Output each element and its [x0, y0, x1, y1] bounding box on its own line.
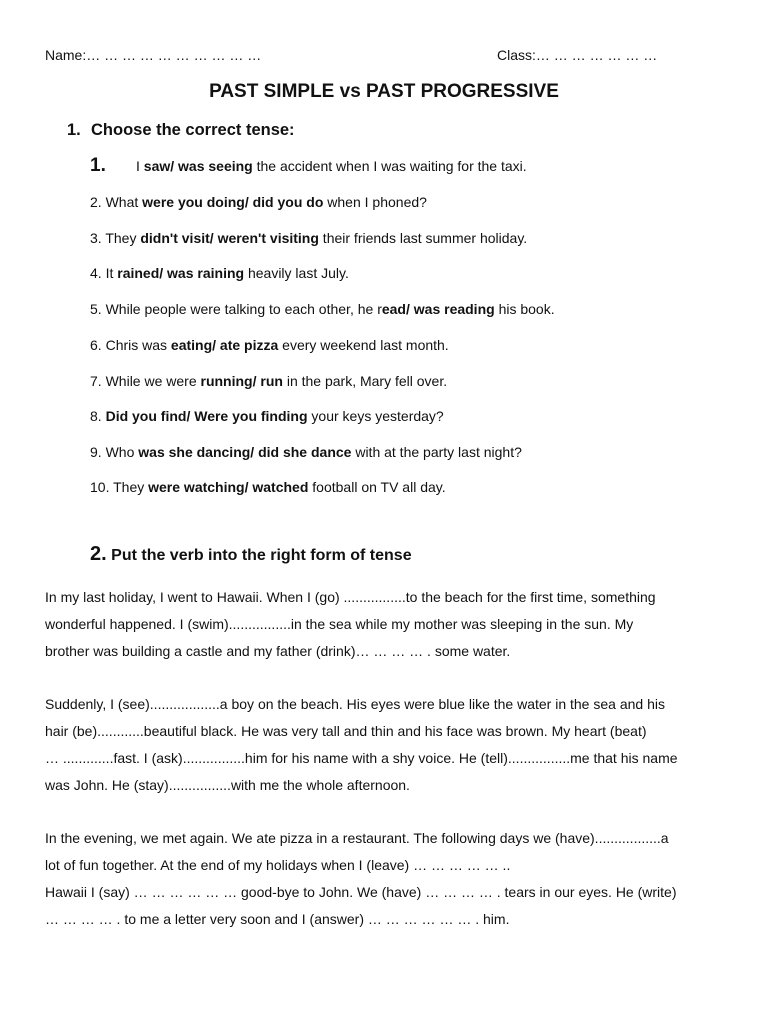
question-post-text: in the park, Mary fell over. — [282, 373, 448, 389]
question-post-text: your keys yesterday? — [307, 408, 444, 424]
question-options: ead/ was reading — [381, 301, 495, 317]
paragraph-line: wonderful happened. I (swim)................in the sea while my mother was sleeping in the sun. My — [45, 616, 634, 632]
question-number: 7. — [90, 373, 102, 389]
question-number: 6. — [90, 337, 102, 353]
question-number: 9. — [90, 444, 102, 460]
question-post-text: the accident when I was waiting for the taxi. — [252, 158, 527, 174]
question-number: 1. — [90, 155, 106, 176]
question-post-text: their friends last summer holiday. — [318, 230, 528, 246]
class-field-label: Class:… … … … … … … — [497, 47, 658, 63]
question-options: rained/ was raining — [117, 265, 245, 281]
question-pre-text: I — [136, 158, 144, 174]
question-options: didn't visit/ weren't visiting — [140, 230, 319, 246]
question-post-text: football on TV all day. — [308, 479, 446, 495]
paragraph-line: Suddenly, I (see)..................a boy on the beach. His eyes were blue like the water in the sea and his — [45, 696, 665, 712]
question-options: was she dancing/ did she dance — [138, 444, 352, 460]
question-number: 4. — [90, 265, 102, 281]
question-10 — [90, 479, 446, 495]
question-options: were you doing/ did you do — [142, 194, 324, 210]
question-5 — [90, 301, 555, 317]
question-pre-text: Chris was — [101, 337, 171, 353]
question-9 — [90, 444, 522, 460]
question-options: saw/ was seeing — [143, 158, 253, 174]
question-post-text: heavily last July. — [244, 265, 349, 281]
question-pre-text: What — [101, 194, 143, 210]
section2-heading — [90, 543, 412, 566]
paragraph-line: brother was building a castle and my father (drink)… … … … . some water. — [45, 643, 511, 659]
paragraph-line: hair (be)............beautiful black. He was very tall and thin and his face was brown. My heart (beat) — [45, 723, 647, 739]
exercise-paragraph-3 — [45, 825, 735, 933]
question-pre-text: While we were — [101, 373, 201, 389]
exercise-paragraph-2 — [45, 691, 735, 799]
question-post-text: every weekend last month. — [278, 337, 449, 353]
question-number: 5. — [90, 301, 102, 317]
question-post-text: when I phoned? — [323, 194, 427, 210]
paragraph-line: lot of fun together. At the end of my holidays when I (leave) … … … … … .. — [45, 857, 511, 873]
section1-number: 1. — [67, 121, 81, 139]
question-4 — [90, 265, 349, 281]
question-pre-text: They — [101, 230, 141, 246]
page-title: PAST SIMPLE vs PAST PROGRESSIVE — [209, 81, 559, 102]
question-options: were watching/ watched — [148, 479, 309, 495]
question-number: 10. — [90, 479, 110, 495]
question-options: running/ run — [200, 373, 283, 389]
question-post-text: with at the party last night? — [351, 444, 522, 460]
section2-number: 2. — [90, 543, 107, 565]
question-pre-text: Who — [101, 444, 139, 460]
question-number: 2. — [90, 194, 102, 210]
question-number: 3. — [90, 230, 102, 246]
paragraph-line: … .............fast. I (ask)................him for his name with a shy voice. He (tell)................me that his name — [45, 750, 678, 766]
question-options: eating/ ate pizza — [170, 337, 279, 353]
question-3 — [90, 230, 527, 246]
paragraph-line: … … … … . to me a letter very soon and I (answer) … … … … … … . him. — [45, 911, 510, 927]
question-pre-text: It — [101, 265, 118, 281]
section1-heading-text: Choose the correct tense: — [91, 121, 295, 139]
question-post-text: his book. — [494, 301, 555, 317]
question-pre-text: While people were talking to each other, he r — [101, 301, 382, 317]
section1-heading — [67, 121, 295, 140]
question-2 — [90, 194, 427, 210]
section2-heading-text: Put the verb into the right form of tense — [111, 547, 412, 564]
exercise-paragraph-1 — [45, 584, 735, 665]
paragraph-line: Hawaii I (say) … … … … … … good-bye to John. We (have) … … … … . tears in our eyes. He (write) — [45, 884, 677, 900]
paragraph-line: In the evening, we met again. We ate pizza in a restaurant. The following days we (have).................a — [45, 830, 669, 846]
question-7 — [90, 373, 447, 389]
name-field-label: Name:… … … … … … … … … … — [45, 47, 262, 63]
paragraph-line: In my last holiday, I went to Hawaii. When I (go) ................to the beach for the first time, something — [45, 589, 656, 605]
question-6 — [90, 337, 449, 353]
question-pre-text: They — [109, 479, 149, 495]
question-1 — [90, 155, 527, 177]
question-number: 8. — [90, 408, 102, 424]
question-8 — [90, 408, 444, 424]
paragraph-line: was John. He (stay)................with me the whole afternoon. — [45, 777, 410, 793]
question-options: Did you find/ Were you finding — [105, 408, 308, 424]
